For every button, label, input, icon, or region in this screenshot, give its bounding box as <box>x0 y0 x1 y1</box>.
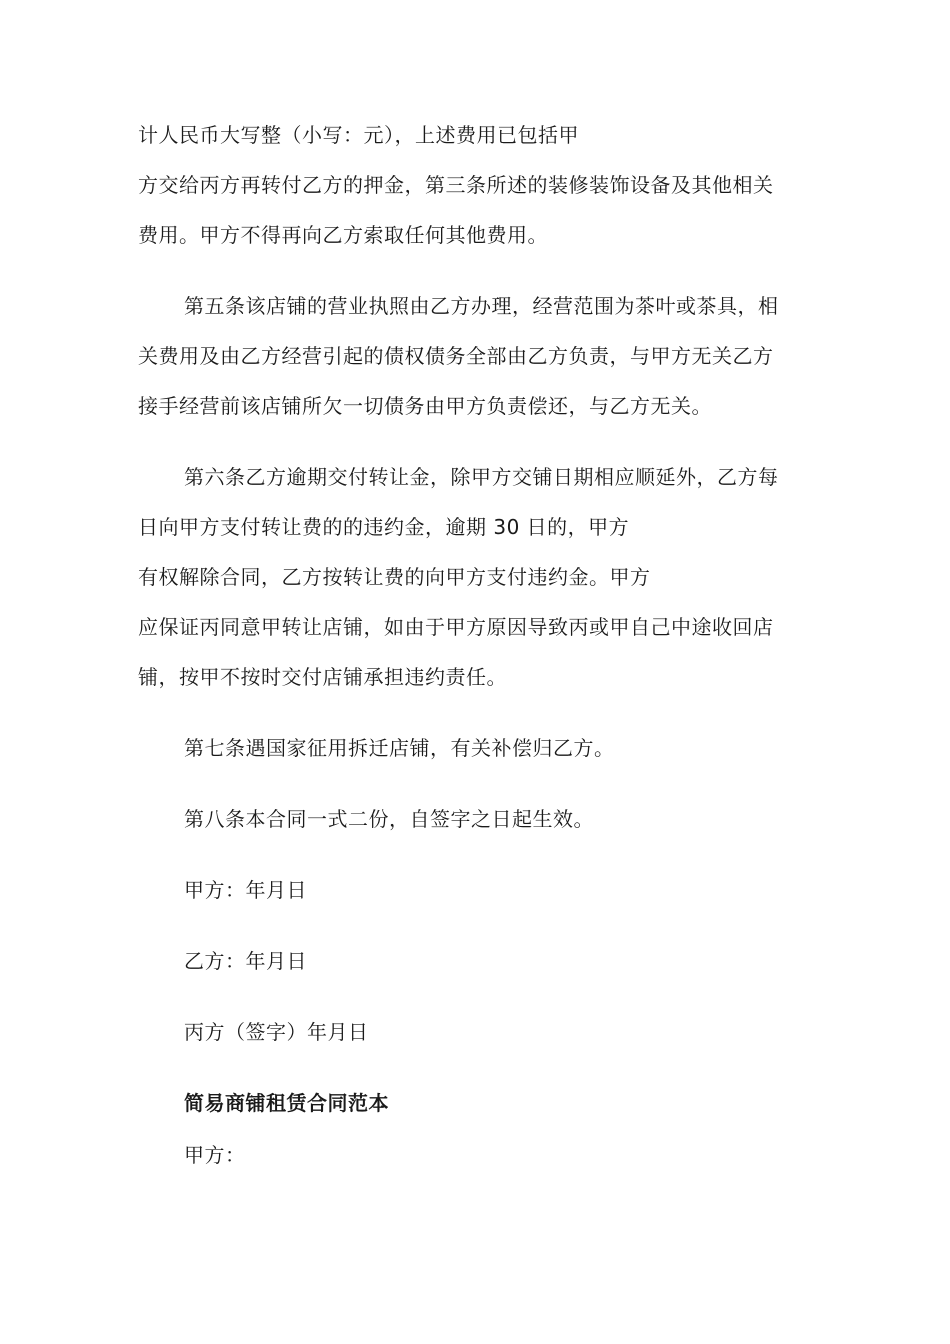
article-6-line-3: 有权解除合同，乙方按转让费的向甲方支付违约金。甲方 <box>138 565 651 589</box>
article-7: 第七条遇国家征用拆迁店铺，有关补偿归乙方。 <box>184 736 615 760</box>
paragraph-4-line-1: 计人民币大写整（小写：元），上述费用已包括甲 <box>138 123 579 147</box>
paragraph-4-line-3: 费用。甲方不得再向乙方索取任何其他费用。 <box>138 223 548 247</box>
party-c-signature: 丙方（签字）年月日 <box>184 1020 369 1044</box>
article-6-line-4: 应保证丙同意甲转让店铺，如由于甲方原因导致丙或甲自己中途收回店 <box>138 615 774 639</box>
article-5-line-1: 第五条该店铺的营业执照由乙方办理，经营范围为茶叶或茶具，相 <box>184 294 779 318</box>
section-title: 简易商铺租赁合同范本 <box>184 1091 389 1115</box>
article-6-line-2: 日向甲方支付转让费的的违约金，逾期 30 日的，甲方 <box>138 515 630 539</box>
party-a-label: 甲方： <box>184 1143 246 1167</box>
article-8: 第八条本合同一式二份，自签字之日起生效。 <box>184 807 594 831</box>
party-a-signature: 甲方：年月日 <box>184 878 307 902</box>
paragraph-4-line-2: 方交给丙方再转付乙方的押金，第三条所述的装修装饰设备及其他相关 <box>138 173 774 197</box>
article-5-line-3: 接手经营前该店铺所欠一切债务由甲方负责偿还，与乙方无关。 <box>138 394 712 418</box>
article-6-line-5: 铺，按甲不按时交付店铺承担违约责任。 <box>138 665 507 689</box>
party-b-signature: 乙方：年月日 <box>184 949 307 973</box>
article-5-line-2: 关费用及由乙方经营引起的债权债务全部由乙方负责，与甲方无关乙方 <box>138 344 774 368</box>
article-6-line-1: 第六条乙方逾期交付转让金，除甲方交铺日期相应顺延外，乙方每 <box>184 465 779 489</box>
